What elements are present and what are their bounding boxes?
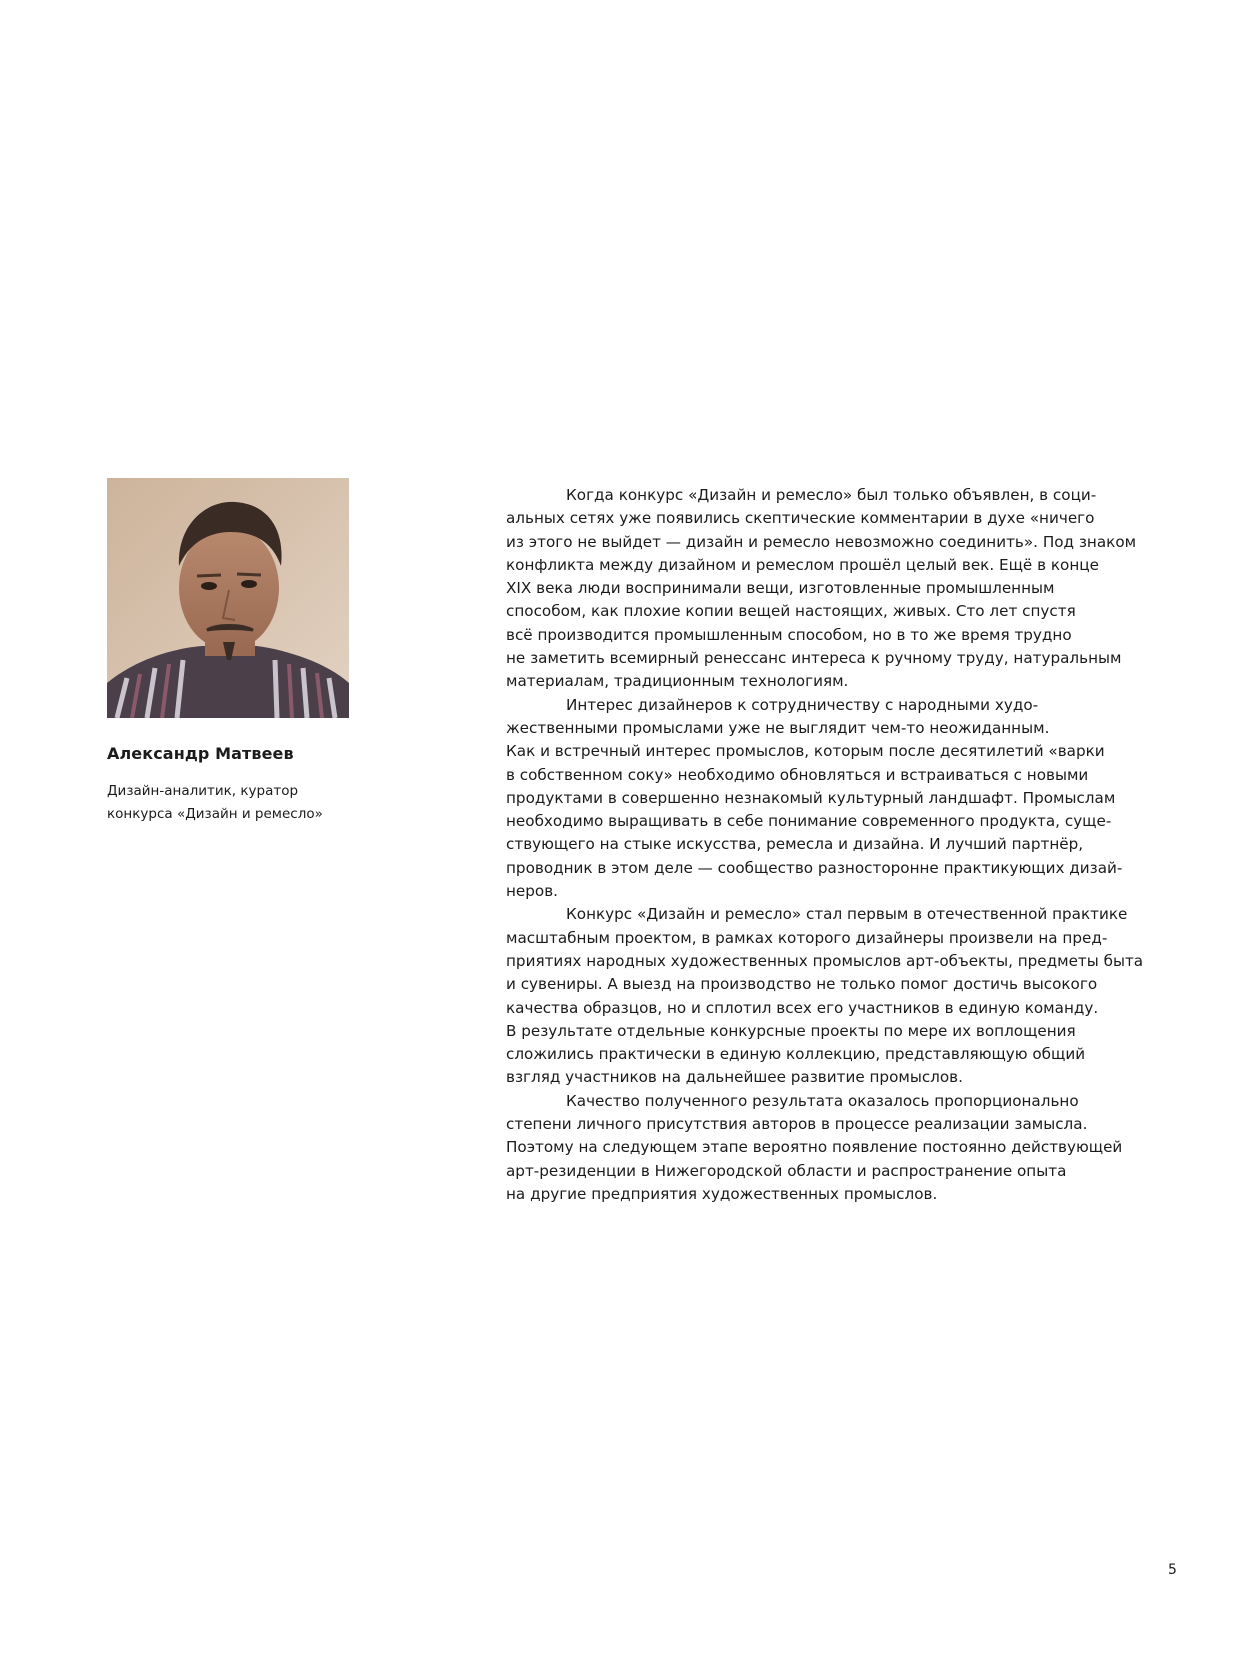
text-line: Интерес дизайнеров к сотрудничеству с народными худо- (566, 695, 1039, 714)
text-line: Поэтому на следующем этапе вероятно появление постоянно действующей (506, 1138, 1123, 1157)
text-line: способом, как плохие копии вещей настоящих, живых. Сто лет спустя (506, 602, 1076, 621)
page-number: 5 (1168, 1562, 1177, 1578)
text-line: В результате отдельные конкурсные проекты по мере их воплощения (506, 1021, 1076, 1040)
author-name: Александр Матвеев (107, 744, 294, 763)
text-line: сложились практически в единую коллекцию, представляющую общий (506, 1045, 1086, 1064)
text-line: XIX века люди воспринимали вещи, изготовленные промышленным (506, 579, 1055, 598)
text-line: Как и встречный интерес промыслов, которым после десятилетий «варки (506, 742, 1105, 761)
text-line: материалам, традиционным технологиям. (506, 672, 849, 691)
text-line: масштабным проектом, в рамках которого дизайнеры произвели на пред- (506, 928, 1108, 947)
text-line: на другие предприятия художественных промыслов. (506, 1184, 938, 1203)
author-role-line: Дизайн-аналитик, куратор (107, 783, 299, 799)
article-body (506, 484, 1166, 1206)
text-line: и сувениры. А выезд на производство не только помог достичь высокого (506, 975, 1098, 994)
paragraph (506, 694, 1166, 904)
text-line: арт-резиденции в Нижегородской области и распространение опыта (506, 1161, 1067, 1180)
text-line: Конкурс «Дизайн и ремесло» стал первым в отечественной практике (566, 905, 1128, 924)
author-role-line: конкурса «Дизайн и ремесло» (107, 806, 323, 822)
text-line: в собственном соку» необходимо обновляться и встраиваться с новыми (506, 765, 1089, 784)
text-line: из этого не выйдет — дизайн и ремесло невозможно соединить». Под знаком (506, 532, 1137, 551)
author-portrait (107, 478, 349, 718)
text-line: альных сетях уже появились скептические комментарии в духе «ничего (506, 509, 1095, 528)
text-line: приятиях народных художественных промыслов арт-объекты, предметы быта (506, 951, 1144, 970)
author-role (107, 780, 437, 826)
paragraph (506, 1090, 1166, 1206)
text-line: ствующего на стыке искусства, ремесла и дизайна. И лучший партнёр, (506, 835, 1084, 854)
text-line: не заметить всемирный ренессанс интереса к ручному труду, натуральным (506, 649, 1122, 668)
text-line: продуктами в совершенно незнакомый культурный ландшафт. Промыслам (506, 788, 1116, 807)
text-line: конфликта между дизайном и ремеслом прошёл целый век. Ещё в конце (506, 555, 1099, 574)
text-line: проводник в этом деле — сообщество разносторонне практикующих дизай- (506, 858, 1123, 877)
text-line: взгляд участников на дальнейшее развитие промыслов. (506, 1068, 963, 1087)
text-line: Когда конкурс «Дизайн и ремесло» был только объявлен, в соци- (566, 486, 1097, 504)
text-line: жественными промыслами уже не выглядит чем-то неожиданным. (506, 718, 1050, 737)
portrait-illustration (107, 478, 349, 718)
text-line: Качество полученного результата оказалось пропорционально (566, 1091, 1079, 1110)
text-line: качества образцов, но и сплотил всех его участников в единую команду. (506, 998, 1099, 1017)
text-line: необходимо выращивать в себе понимание современного продукта, суще- (506, 812, 1112, 831)
paragraph (506, 484, 1166, 694)
paragraph (506, 903, 1166, 1089)
text-line: всё производится промышленным способом, но в то же время трудно (506, 625, 1072, 644)
text-line: неров. (506, 882, 558, 901)
text-line: степени личного присутствия авторов в процессе реализации замысла. (506, 1115, 1088, 1134)
